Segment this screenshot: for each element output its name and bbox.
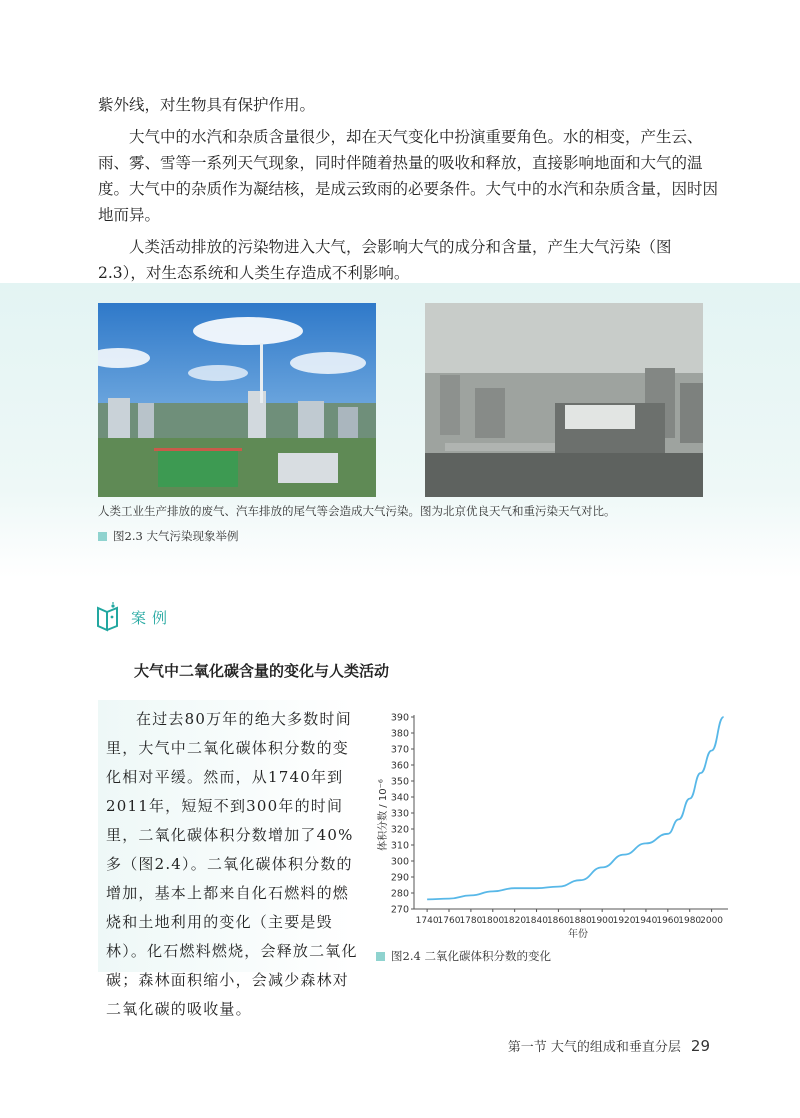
y-tick-label: 320 (390, 824, 409, 836)
paragraph-1: 紫外线，对生物具有保护作用。 (98, 96, 316, 114)
x-tick-label: 1740 (415, 916, 439, 926)
page-number: 29 (690, 1037, 710, 1055)
x-tick-label: 2000 (700, 916, 724, 926)
case-paragraph: 在过去80万年的绝大多数时间里，大气中二氧化碳体积分数的变化相对平缓。然而，从1740年到2011年，短短不到300年的时间里，二氧化碳体积分数增加了40%多（图2.4）。二氧化碳体积分数的增加，基本上都来自化石燃料的燃烧和土地利用的变化（主要是毁林）。化石燃料燃烧，会释放二氧化碳；森林面积缩小，会减少森林对二氧化碳的吸收量。 (106, 710, 358, 1018)
page-footer (508, 1036, 710, 1055)
x-tick-label: 1900 (590, 916, 614, 926)
figure-2-4-label (376, 948, 551, 964)
figure-2-3-label-text: 图2.3 大气污染现象举例 (113, 529, 239, 543)
body-text (98, 92, 718, 286)
y-tick-label: 370 (390, 744, 409, 756)
co2-chart-svg (372, 705, 732, 943)
y-tick-label: 390 (390, 712, 409, 724)
y-tick-label: 270 (390, 904, 409, 916)
y-tick-label: 300 (390, 856, 409, 868)
y-tick-label: 310 (390, 840, 409, 852)
y-tick-label: 360 (390, 760, 409, 772)
x-tick-label: 1880 (568, 916, 592, 926)
y-tick-label: 330 (390, 808, 409, 820)
y-tick-label: 280 (390, 888, 409, 900)
x-tick-label: 1760 (437, 916, 461, 926)
co2-chart (372, 705, 732, 947)
case-header (95, 602, 173, 632)
y-tick-label: 290 (390, 872, 409, 884)
y-tick-label: 350 (390, 776, 409, 788)
case-text (106, 705, 362, 1024)
figure-2-3-caption: 人类工业生产排放的废气、汽车排放的尾气等会造成大气污染。图为北京优良天气和重污染天气对比。 (98, 504, 616, 518)
x-tick-label: 1960 (656, 916, 680, 926)
co2-series-line (427, 717, 723, 899)
photo-polluted-sky (425, 303, 703, 497)
x-tick-label: 1860 (546, 916, 570, 926)
x-axis-label: 年份 (568, 929, 588, 940)
paragraph-2: 大气中的水汽和杂质含量很少，却在天气变化中扮演重要角色。水的相变，产生云、雨、雾、雪等一系列天气现象，同时伴随着热量的吸收和释放，直接影响地面和大气的温度。大气中的杂质作为凝结核，是成云致雨的必要条件。大气中的水汽和杂质含量，因时因地而异。 (98, 128, 719, 224)
x-tick-label: 1980 (678, 916, 702, 926)
figure-2-4-label-text: 图2.4 二氧化碳体积分数的变化 (391, 949, 551, 963)
figure-marker (376, 952, 385, 961)
x-tick-label: 1840 (525, 916, 548, 926)
x-tick-label: 1780 (459, 916, 483, 926)
figure-2-3-label (98, 528, 238, 544)
paragraph-3: 人类活动排放的污染物进入大气，会影响大气的成分和含量，产生大气污染（图 2.3），对生态系统和人类生存造成不利影响。 (98, 238, 672, 282)
x-tick-label: 1800 (481, 916, 505, 926)
y-tick-label: 340 (390, 792, 409, 804)
x-tick-label: 1920 (612, 916, 636, 926)
y-tick-label: 380 (390, 728, 409, 740)
figure-marker (98, 532, 107, 541)
book-icon (95, 602, 121, 632)
photo-clear-sky (98, 303, 376, 497)
x-tick-label: 1940 (634, 916, 658, 926)
x-tick-label: 1820 (503, 916, 527, 926)
y-axis-label: 体积分数 / 10⁻⁶ (378, 779, 389, 851)
footer-section: 第一节 大气的组成和垂直分层 (507, 1040, 681, 1055)
case-title: 大气中二氧化碳含量的变化与人类活动 (134, 662, 390, 680)
case-header-label: 案例 (131, 608, 174, 627)
